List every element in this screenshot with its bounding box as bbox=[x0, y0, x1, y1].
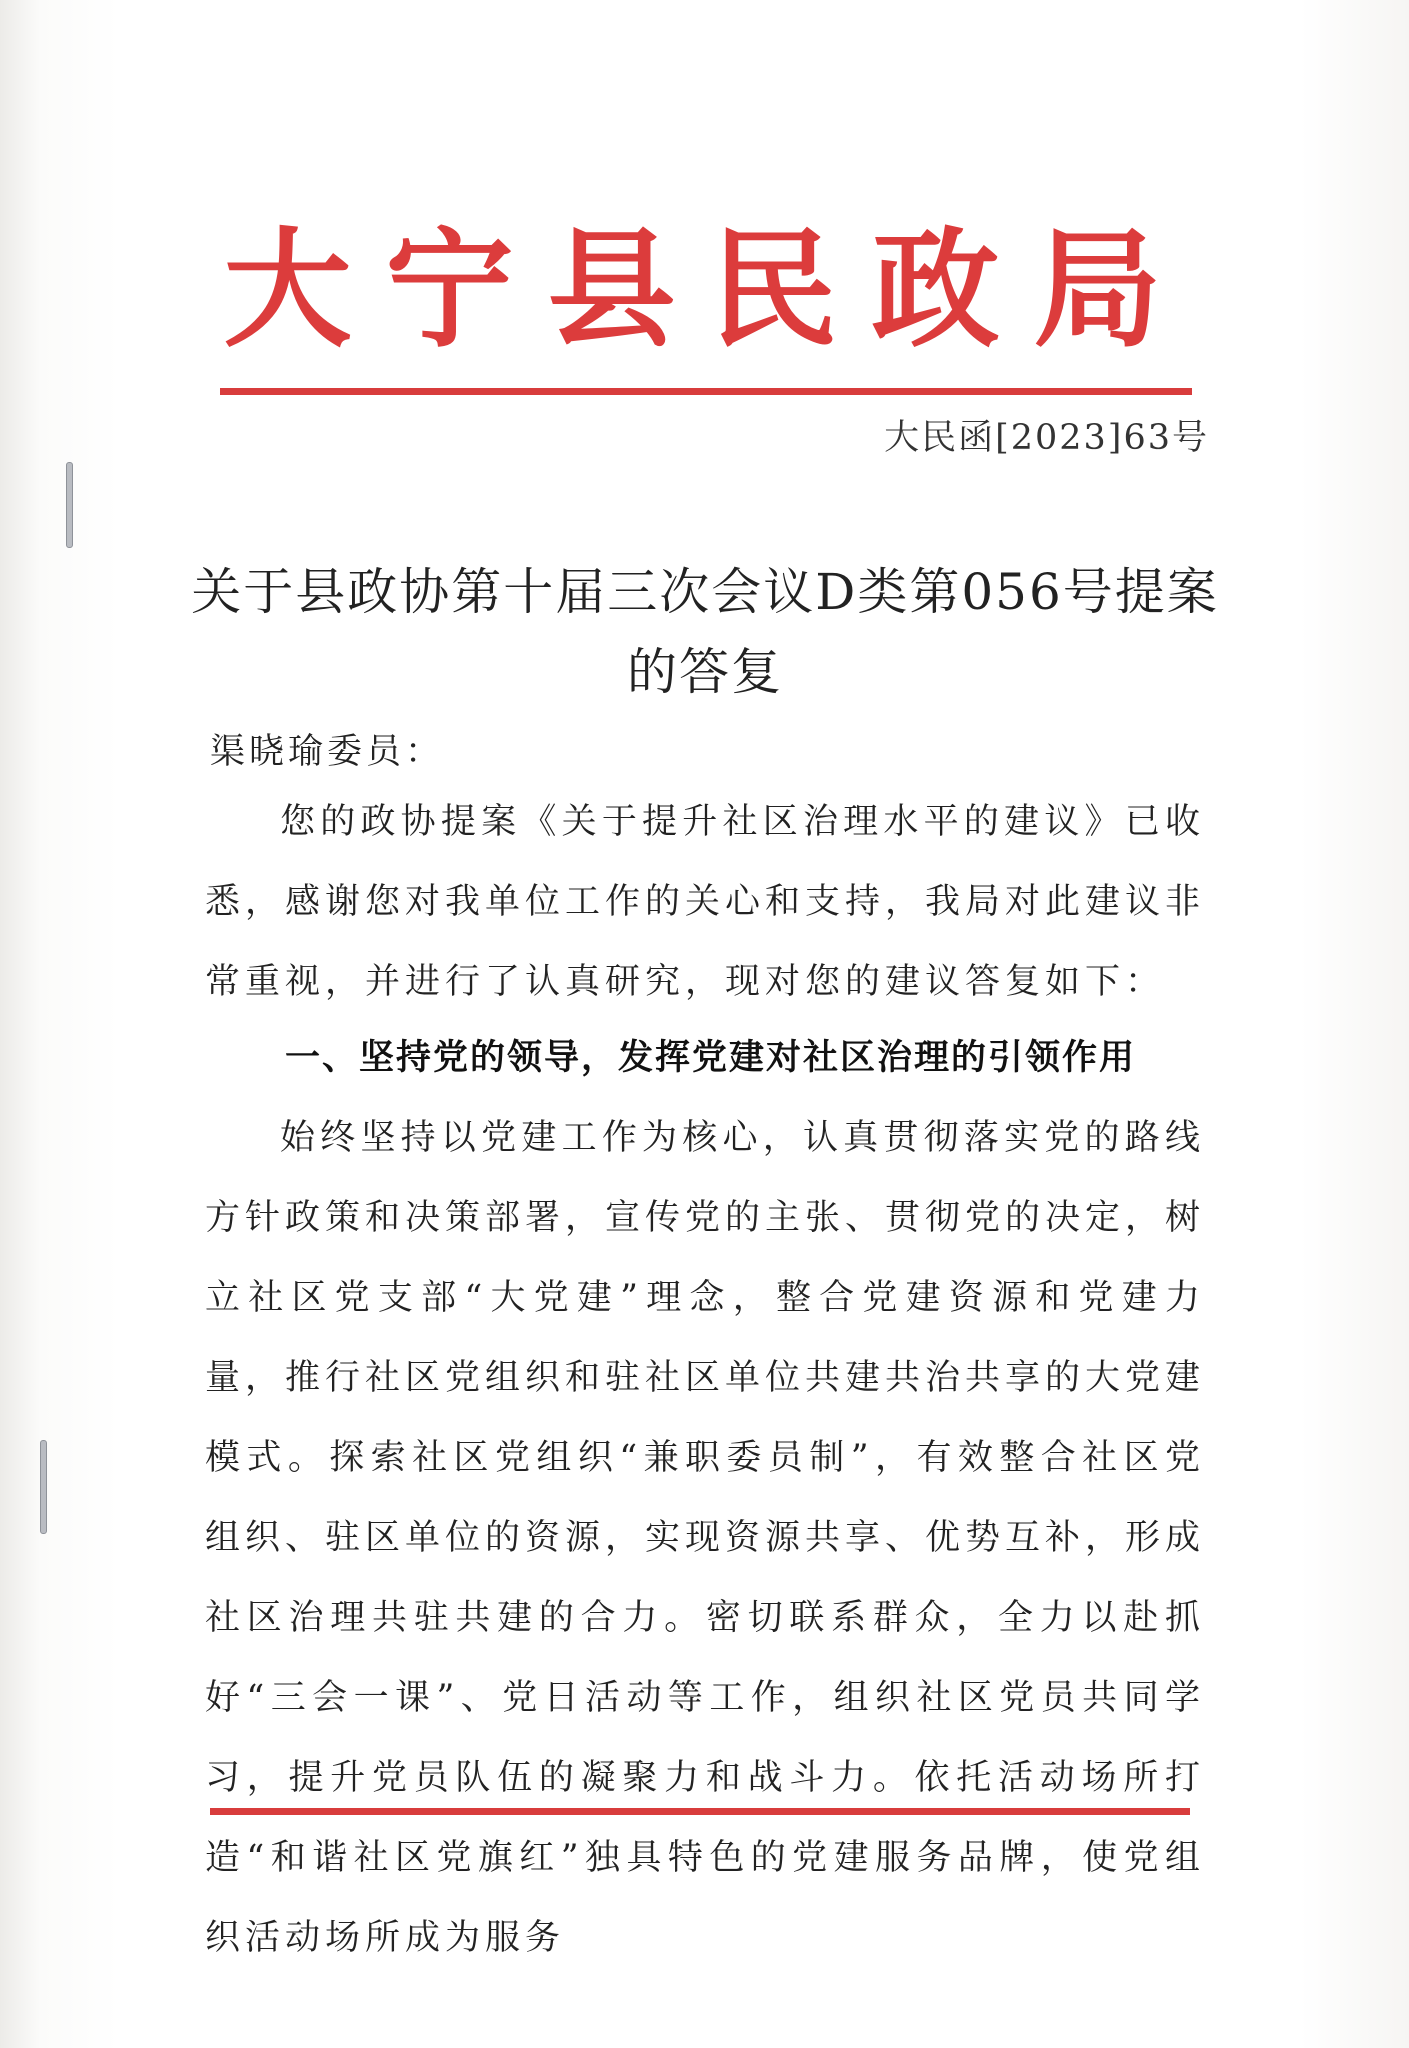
agency-letterhead: 大宁县民政局 bbox=[223, 215, 1196, 365]
staple bbox=[40, 1440, 47, 1534]
document-title: 关于县政协第十届三次会议D类第056号提案的答复 bbox=[191, 563, 1219, 701]
staple bbox=[66, 462, 73, 548]
header-red-rule bbox=[220, 388, 1192, 395]
section-heading-1: 一、坚持党的领导，发挥党建对社区治理的引领作用 bbox=[285, 1038, 1137, 1078]
intro-paragraph: 您的政协提案《关于提升社区治理水平的建议》已收悉，感谢您对我单位工作的关心和支持，我局对此建议非常重视，并进行了认真研究，现对您的建议答复如下： bbox=[205, 802, 1206, 1002]
salutation: 渠晓瑜委员： bbox=[210, 732, 445, 772]
document-number: 大民函[2023]63号 bbox=[884, 418, 1209, 458]
section-body-1: 始终坚持以党建工作为核心，认真贯彻落实党的路线方针政策和决策部署，宣传党的主张、贯彻党的决定，树立社区党支部“大党建”理念，整合党建资源和党建力量，推行社区党组织和驻社区单位共建共治共享的大党建模式。探索社区党组织“兼职委员制”，有效整合社区党组织、驻区单位的资源，实现资源共享、优势互补，形成社区治理共驻共建的合力。密切联系群众，全力以赴抓好“三会一课”、党日活动等工作，组织社区党员共同学习，提升党员队伍的凝聚力和战斗力。依托活动场所打造“和谐社区党旗红”独具特色的党建服务品牌，使党组织活动场所成为服务 bbox=[205, 1118, 1206, 1958]
footer-red-rule bbox=[210, 1808, 1190, 1815]
